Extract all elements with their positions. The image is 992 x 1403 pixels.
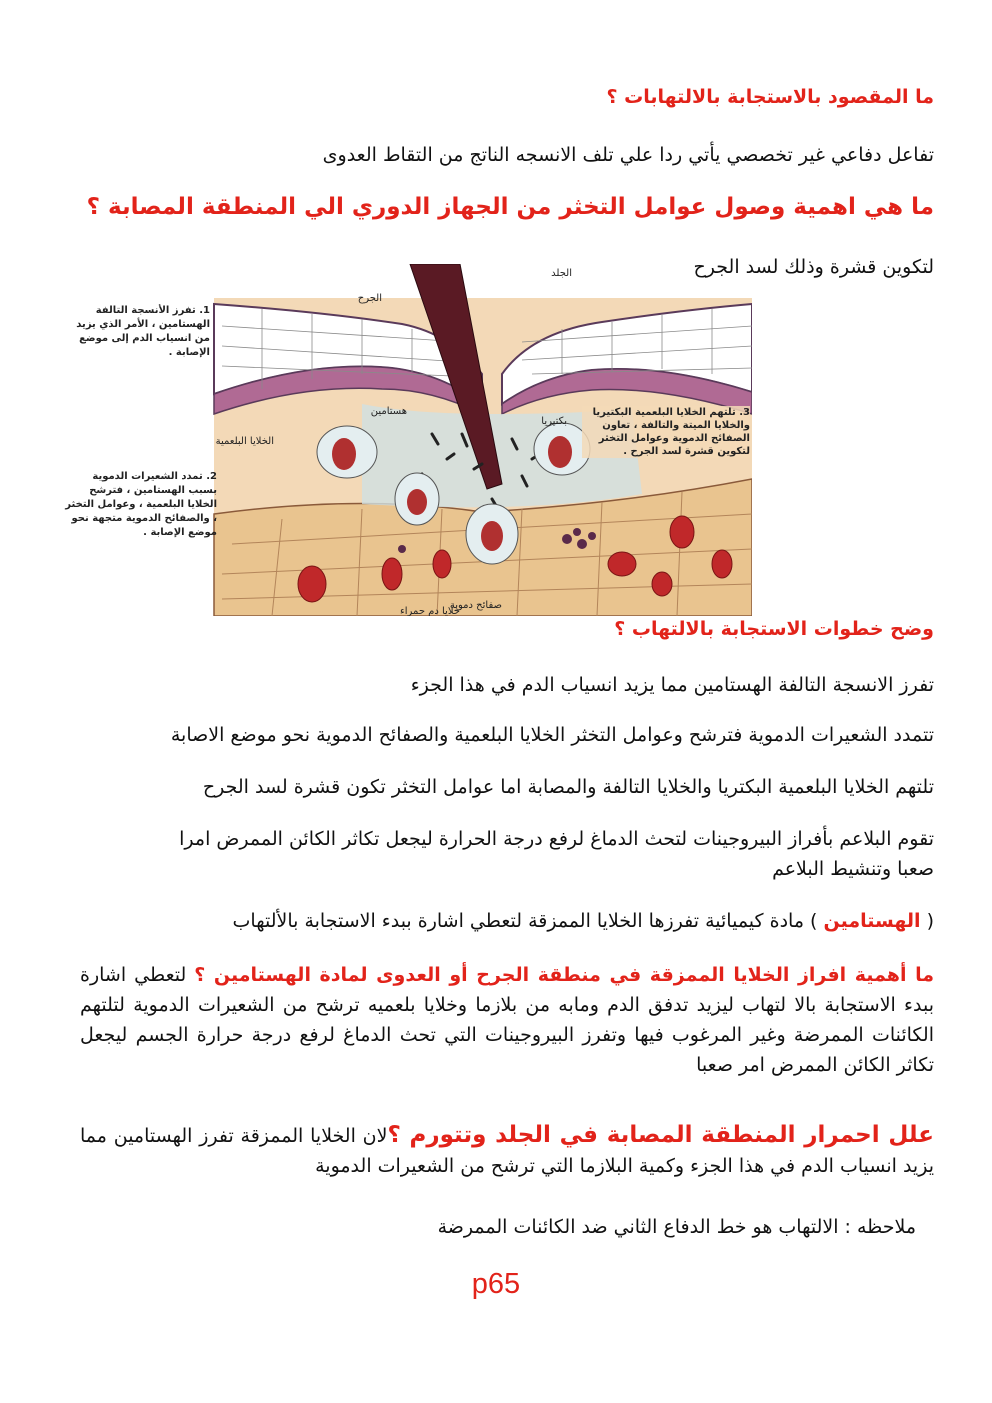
label-platelets: صفائح دموية: [449, 600, 502, 611]
question-1-title: ما المقصود بالاستجابة بالالتهابات ؟: [606, 86, 934, 108]
step-4: تقوم البلاعم بأفراز البيروجينات لتحث الدماغ لرفع درجة الحرارة ليجعل تكاثر الكائن الممرض امرا: [179, 828, 934, 850]
label-skin: الجلد: [551, 268, 572, 279]
inflammation-diagram: [62, 264, 752, 616]
question-4-title: ما أهمية افراز الخلايا الممزقة في منطقة الجرح أو العدوى لمادة الهستامين ؟: [194, 964, 934, 986]
histamine-term: الهستامين: [823, 910, 921, 932]
caption-step-2: 2. تمدد الشعيرات الدموية بسبب الهستامين ، فترشح الخلايا البلعمية ، وعوامل التخثر ، والصفائح الدموية متجهة نحو موضع الإصابة .: [65, 471, 217, 538]
question-5-answer: لان الخلايا الممزقة تفرز الهستامين مما يزيد انسياب الدم في هذا الجزء وكمية البلازما التي ترشح من الشعيرات الدموية: [80, 1125, 934, 1177]
label-histamine: هستامين: [370, 406, 407, 417]
question-4-answer: لتعطي اشارة ببدء الاستجابة بالا لتهاب ليزيد تدفق الدم ومابه من بلازما وخلايا بلعميه ترشح من الشعيرات الدموية لتلتهم الكائنات الممرضة وغير المرغوب فيها وتفرز البيروجينات التي تحث الدماغ لرفع درجة حرارة الجسم ليجعل تكاثر الكائن الممرض امر صعبا: [80, 964, 934, 1076]
label-wound: الجرح: [357, 293, 382, 304]
page-number: p65: [471, 1268, 521, 1300]
question-5-title: علل احمرار المنطقة المصابة في الجلد وتتورم ؟: [387, 1122, 934, 1148]
step-2: تتمدد الشعيرات الدموية فترشح وعوامل التخثر الخلايا البلعمية والصفائح الدموية نحو موضع الاصابة: [170, 724, 934, 746]
step-1: تفرز الانسجة التالفة الهستامين مما يزيد انسياب الدم في هذا الجزء: [410, 674, 934, 696]
step-3: تلتهم الخلايا البلعمية البكتريا والخلايا التالفة والمصابة اما عوامل التخثر تكون قشرة لسد الجرح: [202, 776, 934, 798]
label-phagocytes: الخلايا البلعمية: [215, 436, 274, 447]
caption-step-1: 1. تفرز الأنسجة التالفة الهستامين ، الأمر الذي يزيد من انسياب الدم إلى موضع الإصابة .: [76, 305, 210, 358]
note: ملاحظه : الالتهاب هو خط الدفاع الثاني ضد الكائنات الممرضة: [437, 1216, 916, 1238]
question-5-block: [80, 1120, 934, 1181]
label-rbc: خلايا دم حمراء: [400, 606, 460, 616]
histamine-definition: ( الهستامين ) مادة كيميائية تفرزها الخلايا الممزقة لتعطي اشارة ببدء الاستجابة بالألتهاب: [232, 910, 934, 932]
question-2-title: ما هي اهمية وصول عوامل التخثر من الجهاز الدوري الي المنطقة المصابة ؟: [86, 194, 934, 220]
question-1-answer: تفاعل دفاعي غير تخصصي يأتي ردا علي تلف الانسجه الناتج من التقاط العدوى: [322, 144, 934, 166]
question-4-block: [80, 960, 934, 1080]
label-bacteria: بكتيريا: [541, 416, 567, 427]
question-3-title: وضح خطوات الاستجابة بالالتهاب ؟: [614, 618, 934, 640]
caption-step-3: 3. تلتهم الخلايا البلعمية البكتيريا والخلايا الميتة والتالفة ، تعاون الصفائح الدموية وعوامل التخثر لتكوين قشرة لسد الجرح .: [582, 406, 750, 458]
step-4-continued: صعبا وتنشيط البلاعم: [772, 858, 934, 880]
question-2-answer: لتكوين قشرة وذلك لسد الجرح: [693, 256, 934, 278]
